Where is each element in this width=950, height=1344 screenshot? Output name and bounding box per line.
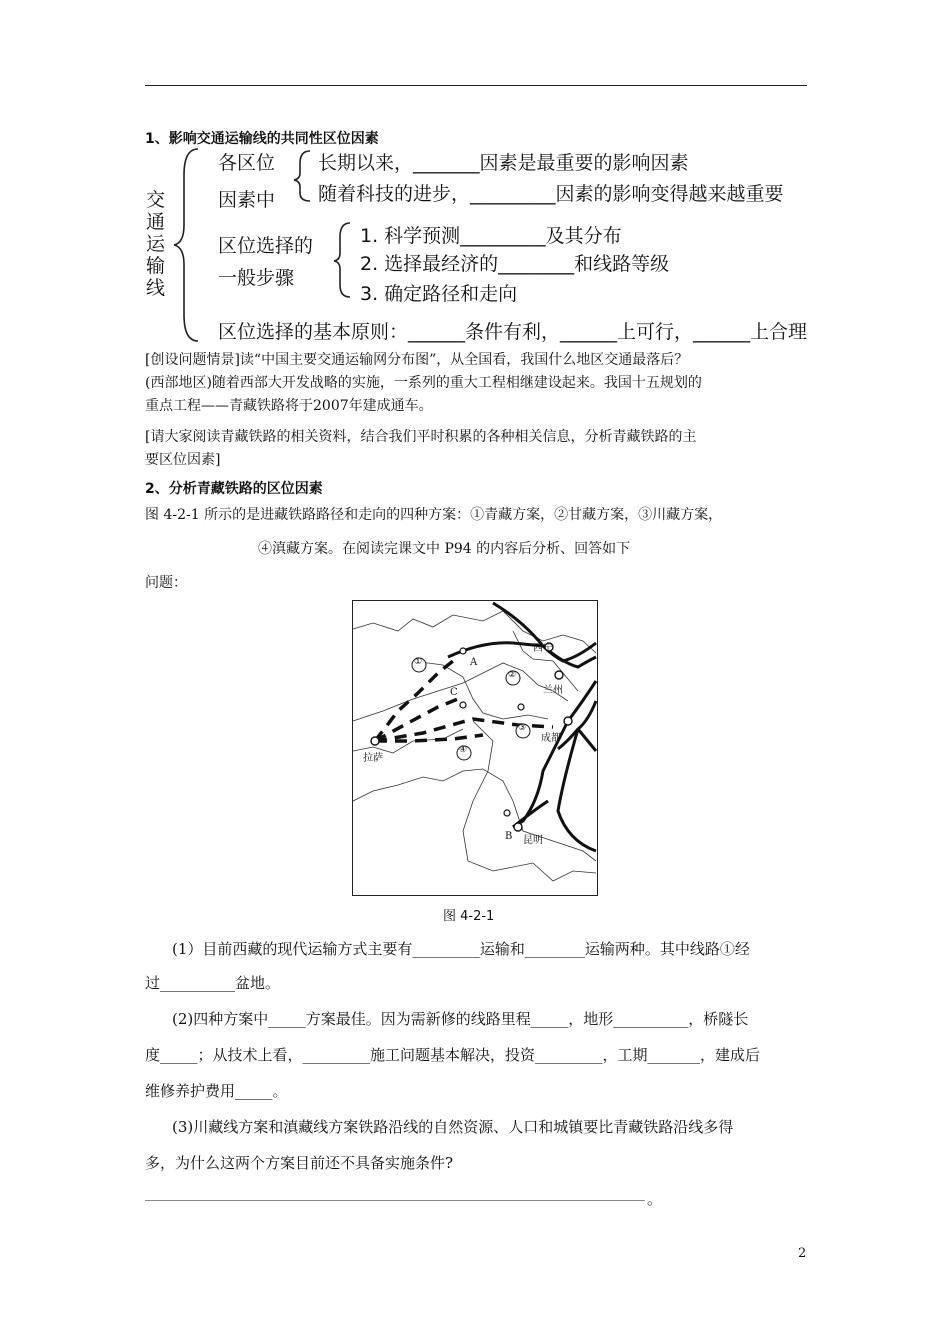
map-label-route-1: ① bbox=[414, 657, 423, 667]
diagram-root-label: 交通运输线 bbox=[146, 189, 166, 299]
map-label-chengdu: 成都 bbox=[541, 733, 561, 744]
group2-item-3: 3. 确定路径和走向 bbox=[360, 283, 518, 305]
group1-item-2: 随着科技的进步，_________因素的影响变得越来越重要 bbox=[318, 183, 784, 205]
answer-line-end: 。 bbox=[647, 1190, 663, 1208]
group2-item-1: 1. 科学预测_________及其分布 bbox=[360, 225, 622, 247]
section1-heading: 1、影响交通运输线的共同性区位因素 bbox=[145, 131, 379, 147]
map-label-route-3: ③ bbox=[518, 723, 527, 733]
group2-item-2: 2. 选择最经济的________和线路等级 bbox=[360, 253, 670, 275]
map-label-route-4: ④ bbox=[459, 745, 468, 755]
railway-route-map bbox=[352, 600, 598, 896]
map-label-c: C bbox=[450, 687, 458, 698]
page-number: 2 bbox=[798, 1246, 807, 1261]
intro-line-1: [创设问题情景]读“中国主要交通运输网分布图”，从全国看，我国什么地区交通最落后？ bbox=[145, 352, 689, 368]
section2-line-1: 图 4-2-1 所示的是进藏铁路路径和走向的四种方案：①青藏方案，②甘藏方案，③川藏方案， bbox=[145, 507, 723, 523]
map-label-xining: 西宁 bbox=[533, 643, 553, 654]
q1-line-2: 过__________盆地。 bbox=[145, 974, 281, 992]
map-caption: 图 4-2-1 bbox=[443, 909, 495, 924]
q1-line-1: (1）目前西藏的现代运输方式主要有_________运输和________运输两种。其中线路①经 bbox=[172, 940, 750, 958]
map-drawing bbox=[353, 601, 596, 894]
section2-line-3: 问题： bbox=[145, 575, 187, 591]
group2-label-1: 区位选择的 bbox=[218, 235, 314, 257]
intro-line-2: (西部地区)随着西部大开发战略的实施，一系列的重大工程相继建设起来。我国十五规划的 bbox=[145, 375, 702, 391]
q3-line-1: (3)川藏线方案和滇藏线方案铁路沿线的自然资源、人口和城镇要比青藏铁路沿线多得 bbox=[172, 1118, 734, 1136]
group1-label-2: 因素中 bbox=[218, 189, 276, 211]
map-label-kunming: 昆明 bbox=[523, 835, 543, 846]
map-label-a: A bbox=[470, 657, 478, 668]
q2-line-2: 度_____；从技术上看，_________施工问题基本解决，投资_________，工期_______，建成后 bbox=[145, 1046, 761, 1064]
intro-line-3: 重点工程——青藏铁路将于2007年建成通车。 bbox=[145, 398, 433, 414]
section2-line-2: ④滇藏方案。在阅读完课文中 P94 的内容后分析、回答如下 bbox=[258, 541, 631, 557]
answer-line bbox=[145, 1200, 645, 1201]
section2-heading: 2、分析青藏铁路的区位因素 bbox=[145, 481, 323, 497]
map-label-lanzhou: 兰州 bbox=[543, 685, 563, 696]
map-label-route-2: ② bbox=[508, 670, 517, 680]
group1-item-1: 长期以来，_______因素是最重要的影响因素 bbox=[318, 152, 689, 174]
q2-line-3: 维修养护费用_____。 bbox=[145, 1082, 288, 1100]
concept-diagram bbox=[140, 145, 890, 345]
group1-label-1: 各区位 bbox=[218, 152, 276, 174]
header-rule bbox=[145, 85, 807, 86]
intro-line-5: 要区位因素] bbox=[145, 452, 221, 468]
map-label-b: B bbox=[505, 831, 513, 842]
map-label-lasa: 拉萨 bbox=[363, 753, 383, 764]
principle-line: 区位选择的基本原则：______条件有利，______上可行，______上合理 bbox=[218, 321, 808, 343]
q3-line-2: 多，为什么这两个方案目前还不具备实施条件? bbox=[145, 1154, 454, 1172]
intro-line-4: [请大家阅读青藏铁路的相关资料，结合我们平时积累的各种相关信息，分析青藏铁路的主 bbox=[145, 429, 697, 445]
group2-label-2: 一般步骤 bbox=[218, 267, 295, 289]
q2-line-1: (2)四种方案中_____方案最佳。因为需新修的线路里程_____，地形__________，桥隧长 bbox=[172, 1010, 749, 1028]
